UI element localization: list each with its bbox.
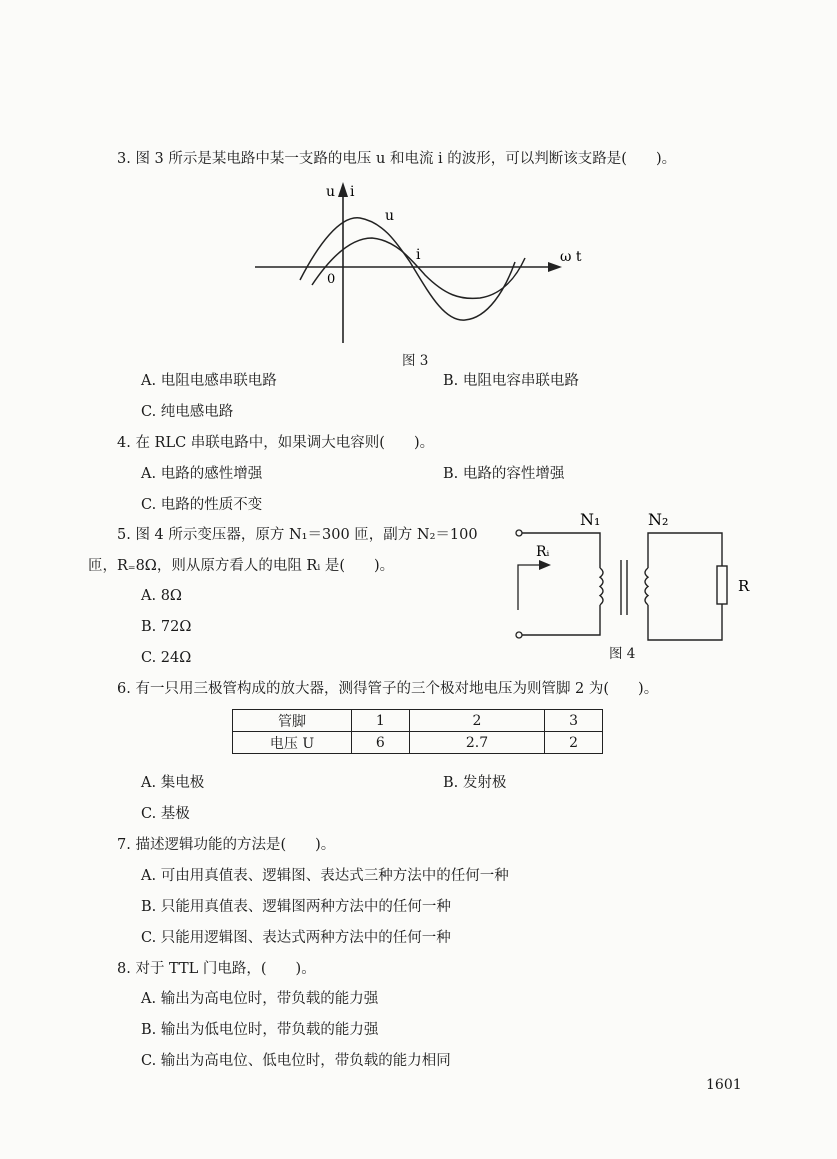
q5-option-a: A. 8Ω — [141, 588, 182, 604]
q5-stem-line2: 匝，R₌8Ω，则从原方看人的电阻 Rᵢ 是( )。 — [88, 558, 395, 574]
page-number: 1601 — [706, 1077, 742, 1093]
q8-option-a: A. 输出为高电位时，带负载的能力强 — [141, 991, 379, 1007]
axis-label-u: u — [326, 184, 336, 200]
table-cell: 3 — [545, 710, 603, 732]
figure-3-caption: 图 3 — [402, 353, 429, 369]
ri-arrow-line — [518, 565, 540, 610]
q8-stem: 8. 对于 TTL 门电路，( )。 — [117, 961, 316, 977]
table-cell: 1 — [352, 710, 410, 732]
primary-terminal-top — [516, 530, 522, 536]
table-row — [233, 710, 603, 732]
ri-arrowhead — [539, 560, 551, 570]
table-row — [233, 732, 603, 754]
q5-stem-line1: 5. 图 4 所示变压器，原方 N₁＝300 匝，副方 N₂＝100 — [117, 527, 478, 543]
label-ri: Rᵢ — [536, 544, 550, 560]
q7-stem: 7. 描述逻辑功能的方法是( )。 — [117, 837, 336, 853]
label-n2: N₂ — [648, 510, 669, 529]
curve-i-label: i — [416, 247, 421, 263]
q6-option-a: A. 集电极 — [141, 775, 205, 791]
q4-stem: 4. 在 RLC 串联电路中，如果调大电容则( )。 — [117, 435, 435, 451]
q3-option-b: B. 电阻电容串联电路 — [443, 373, 579, 389]
axis-label-i: i — [350, 184, 355, 200]
q7-option-a: A. 可由用真值表、逻辑图、表达式三种方法中的任何一种 — [141, 868, 509, 884]
secondary-wire — [648, 533, 722, 640]
table-cell: 管脚 — [233, 710, 352, 732]
primary-wire — [522, 533, 600, 635]
pin-voltage-table — [232, 709, 603, 754]
label-n1: N₁ — [580, 510, 601, 529]
q8-option-b: B. 输出为低电位时，带负载的能力强 — [141, 1022, 379, 1038]
origin-label: 0 — [327, 272, 336, 287]
q3-option-a: A. 电阻电感串联电路 — [141, 373, 277, 389]
q7-option-c: C. 只能用逻辑图、表达式两种方法中的任何一种 — [141, 930, 451, 946]
q4-option-c: C. 电路的性质不变 — [141, 497, 263, 513]
q6-stem: 6. 有一只用三极管构成的放大器，测得管子的三个极对地电压为则管脚 2 为( )。 — [117, 681, 659, 697]
curve-u-label: u — [385, 208, 395, 224]
label-r: R — [738, 577, 750, 595]
q4-option-b: B. 电路的容性增强 — [443, 466, 565, 482]
figure-4-caption: 图 4 — [609, 646, 636, 662]
q5-option-b: B. 72Ω — [141, 619, 192, 635]
table-cell: 2 — [545, 732, 603, 754]
q3-stem: 3. 图 3 所示是某电路中某一支路的电压 u 和电流 i 的波形，可以判断该支路是( )。 — [117, 151, 677, 167]
table-cell: 2.7 — [409, 732, 544, 754]
q3-option-c: C. 纯电感电路 — [141, 404, 234, 420]
q7-option-b: B. 只能用真值表、逻辑图两种方法中的任何一种 — [141, 899, 451, 915]
table-cell: 6 — [352, 732, 410, 754]
secondary-coil — [645, 568, 648, 605]
q6-option-c: C. 基极 — [141, 806, 190, 822]
table-cell: 2 — [409, 710, 544, 732]
axis-label-wt: ω t — [560, 249, 582, 265]
q6-option-b: B. 发射极 — [443, 775, 507, 791]
load-resistor — [717, 566, 727, 604]
primary-coil — [600, 568, 603, 605]
primary-terminal-bottom — [516, 632, 522, 638]
q8-option-c: C. 输出为高电位、低电位时，带负载的能力相同 — [141, 1053, 451, 1069]
table-cell: 电压 U — [233, 732, 352, 754]
q4-option-a: A. 电路的感性增强 — [141, 466, 263, 482]
q5-option-c: C. 24Ω — [141, 650, 192, 666]
